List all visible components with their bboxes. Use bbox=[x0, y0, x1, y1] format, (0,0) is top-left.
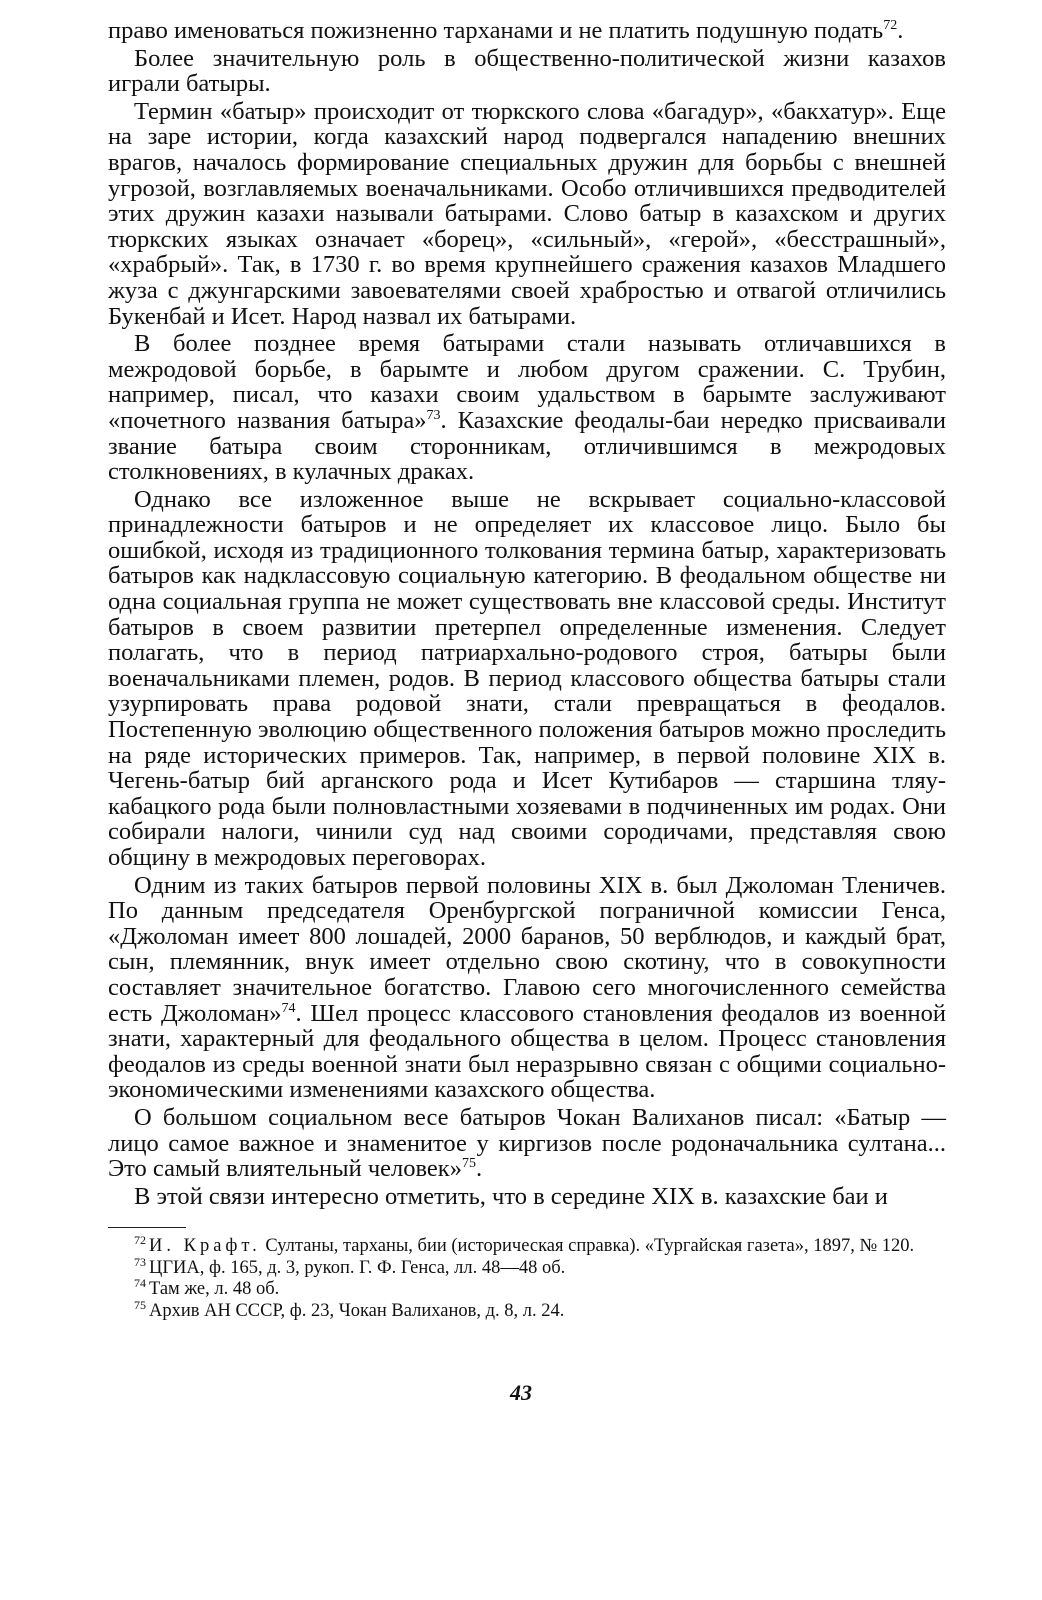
footnote-ref-72[interactable]: 72 bbox=[883, 17, 898, 33]
paragraph-6 bbox=[108, 873, 946, 1103]
footnote-divider bbox=[108, 1227, 186, 1228]
paragraph-tail: . Шел процесс классового становления феодалов из военной знати, характерный для феодального общества в целом. Процесс становления феодалов из среды военной знати был неразрывно связан с общими социально-экономическими изменениями казахского общества. bbox=[108, 999, 947, 1104]
footnote-ref-75[interactable]: 75 bbox=[461, 1155, 476, 1171]
paragraph-text: Более значительную роль в общественно-политической жизни казахов играли батыры. bbox=[108, 44, 946, 98]
paragraph-text: Одним из таких батыров первой половины XIX в. был Джоломан Тленичев. По данным председателя Оренбургской пограничной комиссии Генса, «Джоломан имеет 800 лошадей, 2000 баранов, 50 верблюдов, и каждый брат, сын, племянник, внук имеет отдельно свою скотину, что в совокупности составляет значительное богатство. Главою сего многочисленного семейства есть Джоломан» bbox=[108, 871, 946, 1027]
footnote-number: 75 bbox=[134, 1297, 146, 1312]
paragraph-tail: . bbox=[897, 17, 904, 44]
paragraph-text: О большом социальном весе батыров Чокан Валиханов писал: «Батыр — лицо самое важное и знаменитое у киргизов после родоначальника султана... Это самый влиятельный человек» bbox=[108, 1103, 946, 1183]
footnote-ref-74[interactable]: 74 bbox=[281, 1000, 296, 1016]
paragraph-7 bbox=[108, 1105, 946, 1182]
footnote-74 bbox=[108, 1276, 946, 1301]
footnote-author: И. Крафт. bbox=[149, 1236, 261, 1257]
footnote-ref-73[interactable]: 73 bbox=[426, 407, 441, 423]
paragraph-tail: . bbox=[475, 1155, 483, 1183]
paragraph-3 bbox=[108, 99, 946, 329]
paragraph-4 bbox=[108, 331, 946, 485]
footnote-number: 73 bbox=[134, 1254, 146, 1269]
footnote-72 bbox=[108, 1233, 946, 1258]
paragraph-2 bbox=[108, 46, 946, 97]
footnote-text: Там же, л. 48 об. bbox=[149, 1279, 280, 1300]
paragraph-text: право именоваться пожизненно тарханами и не платить подушную подать bbox=[108, 17, 884, 44]
page-number: 43 bbox=[510, 1380, 532, 1405]
footnote-number: 72 bbox=[134, 1233, 146, 1248]
paragraph-tail: . Казахские феодалы-баи нередко присваивали звание батыра своим сторонникам, отличившимся в межродовых столкновениях, в кулачных драках. bbox=[108, 406, 947, 486]
paragraph-8 bbox=[108, 1184, 946, 1210]
footnote-number: 74 bbox=[134, 1276, 146, 1291]
paragraph-text: В более позднее время батырами стали называть отличавшихся в межродовой борьбе, в барымте и любом другом сражении. С. Трубин, например, писал, что казахи своим удальством в барымте заслуживают «почетного названия батыра» bbox=[108, 330, 946, 434]
paragraph-1 bbox=[108, 18, 946, 44]
footnote-text: ЦГИА, ф. 165, д. 3, рукоп. Г. Ф. Генса, лл. 48—48 об. bbox=[149, 1257, 566, 1278]
footnote-75 bbox=[108, 1297, 946, 1323]
page-body bbox=[108, 18, 946, 1322]
paragraph-5 bbox=[108, 487, 946, 871]
paragraph-text: Однако все изложенное выше не вскрывает социально-классовой принадлежности батыров и не определяет их классовое лицо. Было бы ошибкой, исходя из традиционного толкования термина батыр, характеризовать батыров как надклассовую социальную категорию. В феодальном обществе ни одна социальная группа не может существовать вне классовой среды. Институт батыров в своем развитии претерпел определенные изменения. Следует полагать, что в период патриархально-родового строя, батыры были военачальниками племен, родов. В период классового общества батыры стали узурпировать права родовой знати, стали превращаться в феодалов. Постепенную эволюцию общественного положения батыров можно проследить на ряде исторических примеров. Так, например, в первой половине XIX в. Чегень-батыр бий арганского рода и Исет Кутибаров — старшина тляу-кабацкого рода были полновластными хозяевами в подчиненных им родах. Они собирали налоги, чинили суд над своими сородичами, представляя свою общину в межродовых переговорах. bbox=[108, 485, 946, 871]
footnote-text: Султаны, тарханы, бии (историческая справка). «Тургайская газета», 1897, № 120. bbox=[265, 1236, 915, 1257]
paragraph-text: Термин «батыр» происходит от тюркского слова «багадур», «бакхатур». Еще на заре истории, когда казахский народ подвергался нападению внешних врагов, началось формирование специальных дружин для борьбы с внешней угрозой, возглавляемых военачальниками. Особо отличившихся предводителей этих дружин казахи называли батырами. Слово батыр в казахском и других тюркских языках означает «борец», «сильный», «герой», «бесстрашный», «храбрый». Так, в 1730 г. во время крупнейшего сражения казахов Младшего жуза с джунгарскими завоевателями своей храбростью и отвагой отличились Букенбай и Исет. Народ назвал их батырами. bbox=[108, 97, 946, 330]
paragraph-text: В этой связи интересно отметить, что в середине XIX в. казахские баи и bbox=[134, 1182, 888, 1210]
footnotes bbox=[108, 1233, 946, 1322]
footnote-text: Архив АН СССР, ф. 23, Чокан Валиханов, д. 8, л. 24. bbox=[149, 1300, 565, 1321]
footnote-73 bbox=[108, 1254, 946, 1280]
